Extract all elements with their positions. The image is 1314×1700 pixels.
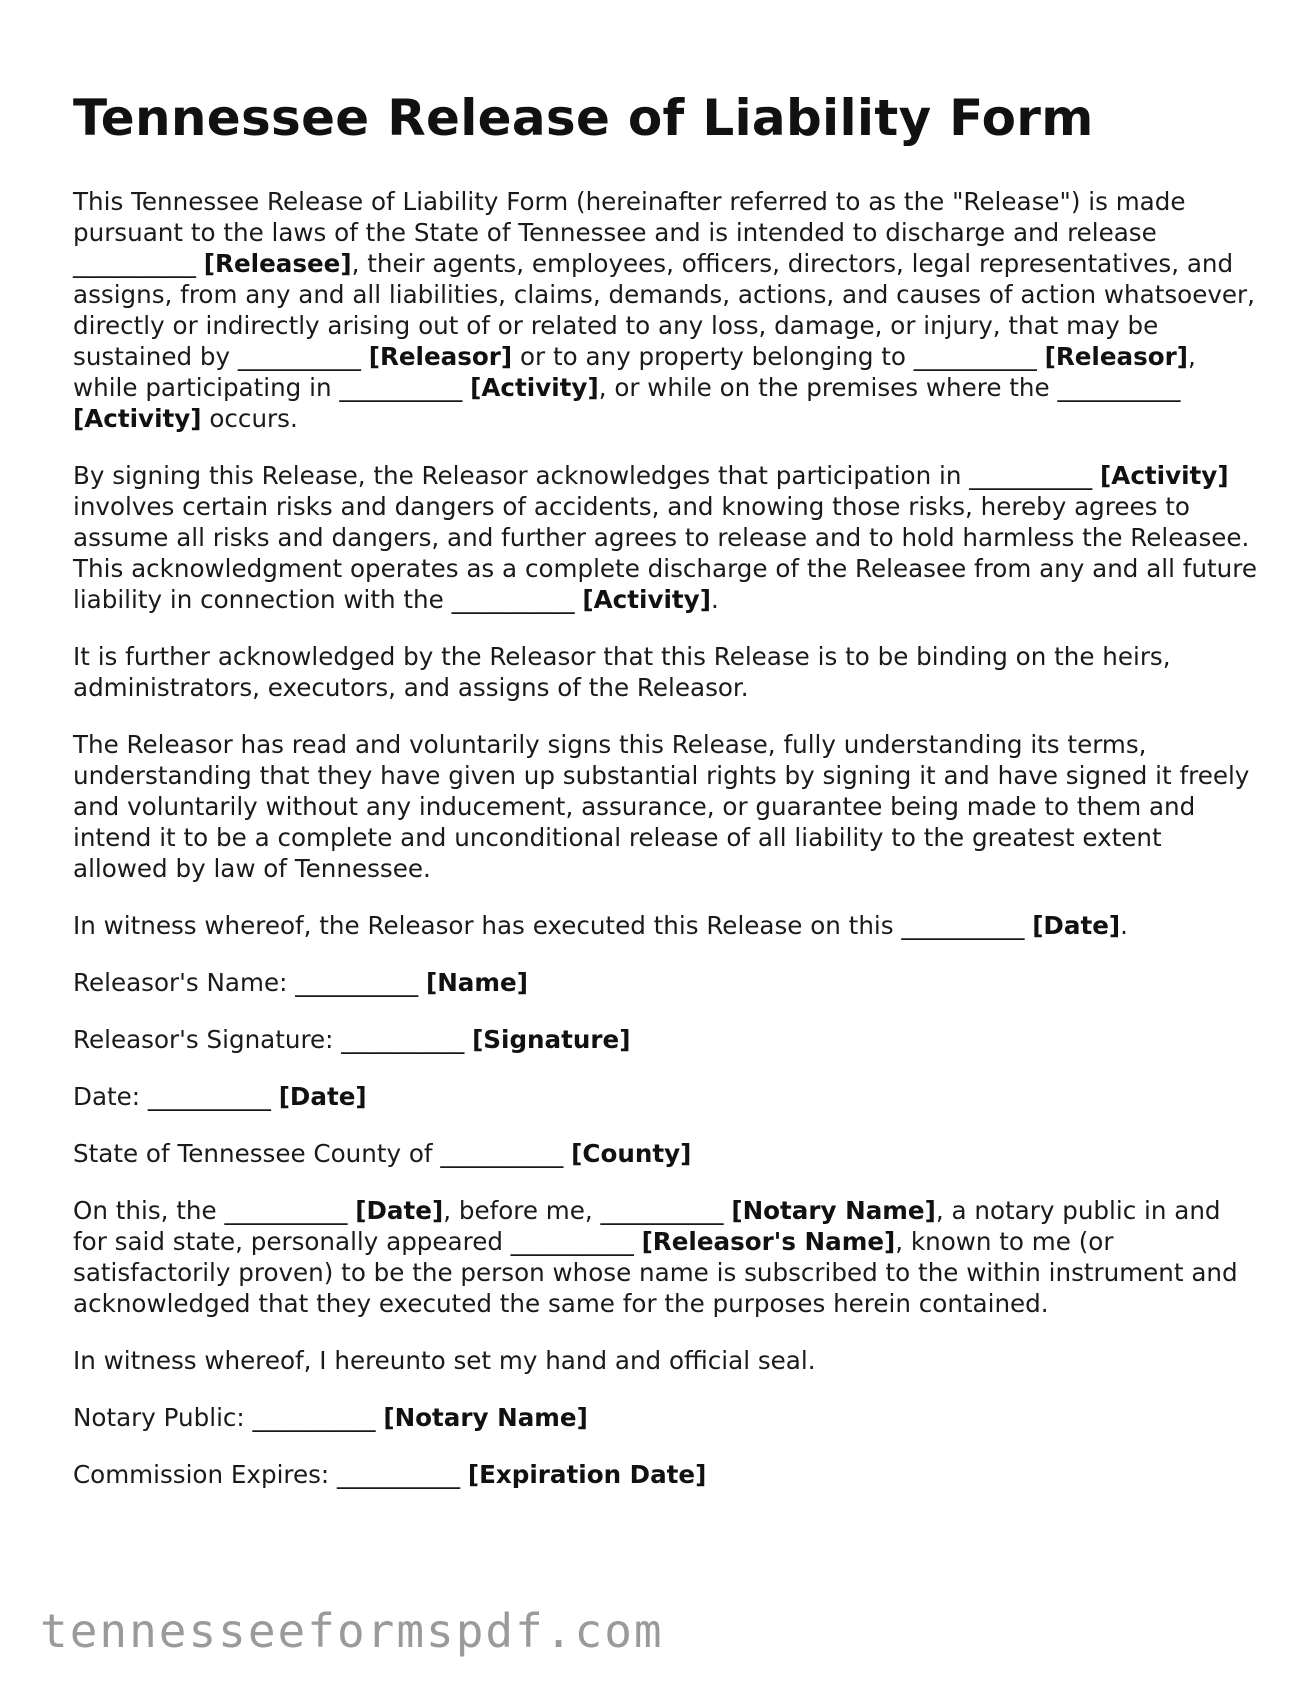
notary-name-field: [Notary Name] (731, 1196, 936, 1225)
acknowledgment-intro-text: By signing this Release, the Releasor acknowledges that participation in (73, 461, 970, 490)
signature-blank: __________ (341, 1025, 465, 1054)
release-intro-text: This Tennessee Release of Liability Form (hereinafter referred to as the "Release") is made pursuant to the laws of the State of Tennessee and is intended to discharge and release (73, 187, 1186, 247)
activity-blank: __________ (339, 373, 463, 402)
releasor-field: [Releasor] (1044, 342, 1189, 371)
participating-text: , while participating in (73, 342, 1196, 402)
releasee-blank: __________ (73, 249, 196, 278)
release-scope-text: , their agents, employees, officers, directors, legal representatives, and assigns, from any and all liabilities, claims, demands, actions, and causes of action whatsoever, directly or indirectly arising out of or related to any loss, damage, or injury, that may be sustained by (73, 249, 1255, 371)
date-blank: __________ (901, 911, 1025, 940)
notary-name-blank: __________ (252, 1403, 376, 1432)
county-line (73, 1138, 1258, 1169)
acknowledgment-body-text: involves certain risks and dangers of accidents, and knowing those risks, hereby agrees to assume all risks and dangers, and further agrees to release and to hold harmless the Releasee. This acknowledgment operates as a complete discharge of the Releasee from any and all future liability in connection with the (73, 492, 1257, 614)
voluntary-paragraph: The Releasor has read and voluntarily signs this Release, fully understanding its terms, understanding that they have given up substantial rights by signing it and have signed it freely and voluntarily without any inducement, assurance, or guarantee being made to them and intend it to be a complete and unconditional release of all liability to the greatest extent allowed by law of Tennessee. (73, 730, 1250, 883)
activity-blank: __________ (451, 585, 575, 614)
releasor-name-blank: __________ (510, 1227, 634, 1256)
expiration-date-blank: __________ (337, 1460, 461, 1489)
name-field: [Name] (425, 968, 528, 997)
occurs-text: occurs. (201, 404, 298, 433)
date-field: [Date] (1032, 911, 1121, 940)
county-label: State of Tennessee County of (73, 1139, 441, 1168)
releasor-blank: __________ (237, 342, 361, 371)
period-text: . (1120, 911, 1128, 940)
date-label: Date: (73, 1082, 148, 1111)
activity-blank: __________ (1057, 373, 1181, 402)
date-blank: __________ (224, 1196, 348, 1225)
commission-expires-line (73, 1459, 1258, 1490)
site-watermark: tennesseeformspdf.com (40, 1604, 664, 1658)
county-blank: __________ (440, 1139, 564, 1168)
name-blank: __________ (295, 968, 419, 997)
date-line (73, 1081, 1258, 1112)
activity-blank: __________ (969, 461, 1093, 490)
appeared-text: , a notary public in and for said state, personally appeared (73, 1196, 1221, 1256)
seal-paragraph: In witness whereof, I hereunto set my hand and official seal. (73, 1346, 816, 1375)
expiration-date-field: [Expiration Date] (467, 1460, 707, 1489)
releasor-blank: __________ (913, 342, 1037, 371)
notary-public-line (73, 1402, 1258, 1433)
date-blank: __________ (147, 1082, 271, 1111)
notary-closing-text: , known to me (or satisfactorily proven) to be the person whose name is subscribed to the within instrument and acknowledged that they executed the same for the purposes herein contained. (73, 1227, 1238, 1318)
county-field: [County] (571, 1139, 692, 1168)
notary-intro-text: On this, the (73, 1196, 225, 1225)
notary-public-label: Notary Public: (73, 1403, 253, 1432)
commission-expires-label: Commission Expires: (73, 1460, 338, 1489)
premises-text: , or while on the premises where the (598, 373, 1058, 402)
document-page (73, 88, 1258, 1516)
releasee-field: [Releasee] (203, 249, 352, 278)
releasor-signature-label: Releasor's Signature: (73, 1025, 342, 1054)
releasor-name-line (73, 967, 1258, 998)
execution-text: In witness whereof, the Releasor has executed this Release on this (73, 911, 902, 940)
releasor-name-label: Releasor's Name: (73, 968, 296, 997)
activity-field: [Activity] (582, 585, 711, 614)
signature-field: [Signature] (472, 1025, 631, 1054)
page-title: Tennessee Release of Liability Form (73, 89, 1094, 147)
releasor-signature-line (73, 1024, 1258, 1055)
release-paragraph (73, 186, 1258, 434)
date-field: [Date] (278, 1082, 367, 1111)
releasor-field: [Releasor] (368, 342, 513, 371)
activity-field: [Activity] (470, 373, 599, 402)
period-text: . (710, 585, 719, 614)
date-field: [Date] (355, 1196, 444, 1225)
activity-field: [Activity] (73, 404, 202, 433)
notary-name-field: [Notary Name] (383, 1403, 588, 1432)
before-me-text: , before me, (443, 1196, 601, 1225)
binding-paragraph: It is further acknowledged by the Releasor that this Release is to be binding on the heirs, administrators, executors, and assigns of the Releasor. (73, 642, 1171, 702)
property-text: or to any property belonging to (512, 342, 914, 371)
releasor-name-field: [Releasor's Name] (641, 1227, 896, 1256)
activity-field: [Activity] (1100, 461, 1229, 490)
notary-name-blank: __________ (600, 1196, 724, 1225)
notary-acknowledgment-paragraph (73, 1195, 1258, 1319)
execution-paragraph (73, 910, 1258, 941)
acknowledgment-paragraph (73, 460, 1258, 615)
